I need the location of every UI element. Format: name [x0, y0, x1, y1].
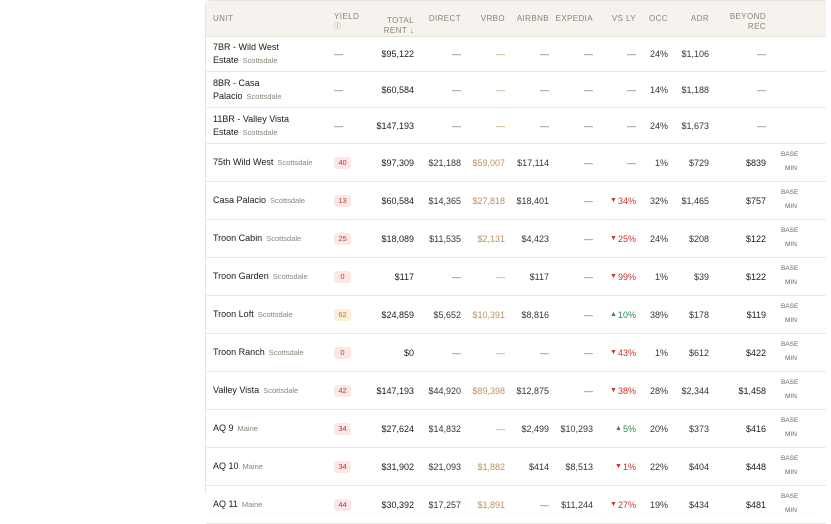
header-occ[interactable]: OCC [649, 14, 668, 23]
sort-desc-icon: ↓ [409, 26, 414, 35]
direct-cell: $14,832 [428, 423, 461, 434]
unit-label [213, 270, 308, 283]
rec-base-min[interactable] [781, 144, 831, 181]
occ-cell: 32% [649, 195, 668, 206]
unit-location: Scottsdale [242, 127, 278, 137]
total-rent-cell: $31,902 [381, 461, 414, 472]
vs-ly-value: 5% [622, 423, 636, 434]
airbnb-cell: — [540, 120, 549, 131]
triangle-up-icon: ▲ [610, 311, 617, 318]
adr-cell: $612 [688, 347, 709, 358]
direct-cell: — [452, 84, 461, 95]
yield-badge: 34 [334, 423, 351, 435]
vrbo-cell: $27,818 [472, 195, 505, 206]
triangle-down-icon: ▼ [610, 387, 617, 394]
unit-label [213, 113, 289, 139]
unit-name-line2: Estate [213, 126, 239, 137]
adr-cell: $1,188 [681, 84, 709, 95]
unit-name-line1: 8BR - Casa [213, 77, 260, 88]
vrbo-cell: $2,131 [477, 233, 505, 244]
expedia-cell: — [584, 385, 593, 396]
vs-ly-value: 99% [617, 271, 636, 282]
occ-cell: 24% [649, 120, 668, 131]
vs-ly-cell [598, 220, 636, 257]
unit-cell[interactable] [213, 448, 328, 485]
unit-cell[interactable] [213, 220, 328, 257]
header-total-rent[interactable]: TOTAL RENT ↓ [383, 16, 414, 35]
vs-ly-cell [598, 334, 636, 371]
vrbo-cell: — [496, 120, 505, 131]
vs-ly-cell [598, 182, 636, 219]
unit-cell[interactable] [213, 334, 328, 371]
unit-name: Troon Loft [213, 309, 254, 319]
yield-cell [334, 372, 358, 409]
unit-label [213, 460, 263, 473]
table-row[interactable] [206, 258, 826, 296]
yield-cell [334, 334, 358, 371]
occ-cell: 28% [649, 385, 668, 396]
yield-badge: 0 [334, 347, 351, 359]
rec-base-min[interactable] [781, 372, 831, 409]
expedia-cell: — [584, 347, 593, 358]
triangle-down-icon: ▼ [610, 501, 617, 508]
airbnb-cell: $8,816 [521, 309, 549, 320]
direct-cell: $14,365 [428, 195, 461, 206]
rec-base-min[interactable] [781, 334, 831, 371]
vs-ly-value: 43% [617, 347, 636, 358]
header-unit[interactable]: UNIT [213, 14, 234, 23]
adr-cell: $39 [693, 271, 709, 282]
table-row[interactable] [206, 144, 826, 182]
rec-base-min[interactable] [781, 410, 831, 447]
unit-label [213, 498, 262, 511]
vrbo-cell: $1,882 [477, 461, 505, 472]
unit-name-line1: 7BR - Wild West [213, 42, 279, 52]
yield-badge: 34 [334, 461, 351, 473]
vrbo-cell: $1,891 [477, 499, 505, 510]
unit-location: Maine [241, 500, 263, 509]
total-rent-cell: $97,309 [381, 157, 414, 168]
expedia-cell: $10,293 [560, 423, 593, 434]
header-expedia[interactable]: EXPEDIA [555, 14, 593, 23]
direct-cell: — [452, 347, 461, 358]
table-row[interactable] [206, 296, 826, 334]
expedia-cell: — [584, 157, 593, 168]
occ-cell: 14% [649, 84, 668, 95]
airbnb-cell: — [540, 49, 549, 59]
vrbo-cell: $89,398 [472, 385, 505, 396]
unit-name: AQ 11 [213, 499, 238, 509]
min-label: MIN [785, 393, 797, 400]
unit-label [213, 232, 301, 245]
expedia-cell: $11,244 [561, 499, 593, 510]
yield-empty: — [334, 49, 343, 59]
unit-cell[interactable] [213, 144, 328, 181]
adr-cell: $1,673 [681, 120, 709, 131]
total-rent-cell: $147,193 [376, 120, 414, 131]
min-label: MIN [785, 507, 797, 514]
vrbo-cell: — [496, 49, 505, 59]
unit-label [213, 346, 304, 359]
rec-base-min[interactable] [781, 258, 831, 295]
beyond-rec-cell: — [757, 84, 766, 95]
expedia-cell: — [584, 309, 593, 320]
table-row[interactable] [206, 448, 826, 486]
unit-label [213, 384, 298, 397]
adr-cell: $1,465 [681, 195, 709, 206]
table-header [206, 1, 826, 37]
min-label: MIN [785, 279, 797, 286]
vs-ly-cell [598, 296, 636, 333]
vs-ly-cell [598, 486, 636, 523]
occ-cell: 38% [649, 309, 668, 320]
unit-cell[interactable] [213, 410, 328, 447]
table-row[interactable] [206, 37, 826, 72]
expedia-cell: — [584, 271, 593, 282]
unit-location: Maine [242, 462, 263, 471]
base-label: BASE [781, 455, 799, 462]
triangle-up-icon: ▲ [615, 425, 622, 432]
vrbo-cell: — [496, 271, 505, 282]
header-yield[interactable]: YIELD Ⓘ [334, 12, 360, 30]
beyond-rec-cell: $448 [745, 461, 766, 472]
unit-name: AQ 10 [213, 461, 239, 471]
unit-label [213, 422, 258, 435]
header-direct[interactable]: DIRECT [428, 14, 461, 23]
total-rent-cell: $30,392 [381, 499, 414, 510]
yield-badge: 0 [334, 271, 351, 283]
base-label: BASE [781, 265, 799, 272]
direct-cell: $5,652 [433, 309, 461, 320]
beyond-rec-cell: — [757, 49, 766, 59]
base-label: BASE [781, 493, 799, 500]
unit-label [213, 156, 312, 169]
unit-location: Maine [237, 424, 258, 433]
unit-name: Troon Ranch [213, 347, 265, 357]
expedia-cell: — [584, 233, 593, 244]
min-label: MIN [785, 317, 797, 324]
yield-badge: 44 [334, 499, 351, 511]
beyond-rec-cell: $416 [745, 423, 766, 434]
unit-label [213, 77, 282, 103]
min-label: MIN [785, 355, 797, 362]
beyond-rec-cell: — [757, 120, 766, 131]
expedia-cell: — [584, 84, 593, 95]
unit-cell[interactable] [213, 258, 328, 295]
unit-location: Scottsdale [272, 272, 308, 281]
unit-name: Troon Cabin [213, 233, 263, 243]
unit-label [213, 194, 305, 207]
airbnb-cell: — [540, 347, 549, 358]
unit-cell[interactable] [213, 372, 328, 409]
unit-location: Scottsdale [242, 56, 278, 65]
triangle-down-icon: ▼ [610, 273, 617, 280]
adr-cell: $434 [688, 499, 709, 510]
yield-cell [334, 296, 358, 333]
unit-location: Scottsdale [268, 348, 304, 357]
yield-cell [334, 144, 358, 181]
airbnb-cell: — [540, 499, 549, 510]
yield-badge: 62 [334, 309, 351, 321]
beyond-rec-cell: $122 [745, 233, 766, 244]
yield-empty: — [334, 84, 343, 95]
vs-ly-cell [598, 372, 636, 409]
total-rent-cell: $18,089 [381, 233, 414, 244]
yield-cell [334, 410, 358, 447]
vs-ly-cell [598, 448, 636, 485]
adr-cell: $729 [688, 157, 709, 168]
occ-cell: 24% [649, 233, 668, 244]
table-body [206, 37, 826, 524]
vs-ly-cell: — [627, 49, 636, 59]
table-row[interactable] [206, 72, 826, 108]
vrbo-cell: — [496, 423, 505, 434]
unit-cell[interactable] [213, 296, 328, 333]
table-row[interactable] [206, 220, 826, 258]
yield-badge: 13 [334, 195, 351, 207]
total-rent-cell: $0 [403, 347, 414, 358]
occ-cell: 19% [649, 499, 668, 510]
direct-cell: — [452, 120, 461, 131]
direct-cell: — [452, 271, 461, 282]
vs-ly-value: 34% [617, 195, 636, 206]
expedia-cell: — [584, 49, 593, 59]
vs-ly-value: 25% [617, 233, 636, 244]
base-label: BASE [781, 227, 799, 234]
total-rent-cell: $117 [394, 271, 414, 282]
airbnb-cell: $117 [529, 271, 549, 282]
adr-cell: $178 [688, 309, 709, 320]
unit-name: AQ 9 [213, 423, 234, 433]
expedia-cell: — [584, 195, 593, 206]
beyond-rec-cell: $122 [745, 271, 766, 282]
base-label: BASE [781, 303, 799, 310]
total-rent-cell: $27,624 [381, 423, 414, 434]
beyond-rec-cell: $481 [745, 499, 766, 510]
adr-cell: $208 [688, 233, 709, 244]
airbnb-cell: $18,401 [516, 195, 549, 206]
table-row[interactable] [206, 182, 826, 220]
total-rent-cell: $24,859 [381, 309, 414, 320]
vrbo-cell: $59,007 [472, 157, 505, 168]
unit-name-line2: Estate [213, 55, 239, 65]
vrbo-cell: $10,391 [472, 309, 505, 320]
total-rent-cell: $60,584 [381, 195, 414, 206]
rec-base-min[interactable] [781, 220, 831, 257]
table-row[interactable] [206, 410, 826, 448]
vrbo-cell: — [496, 347, 505, 358]
vs-ly-cell: — [627, 120, 636, 131]
yield-cell [334, 448, 358, 485]
occ-cell: 1% [654, 157, 668, 168]
beyond-rec-cell: $1,458 [738, 385, 766, 396]
base-label: BASE [781, 417, 799, 424]
vs-ly-cell: — [627, 84, 636, 95]
triangle-down-icon: ▼ [610, 235, 617, 242]
vs-ly-value: 38% [617, 385, 636, 396]
yield-cell [334, 220, 358, 257]
unit-cell[interactable] [213, 108, 328, 143]
unit-name: Casa Palacio [213, 195, 267, 205]
unit-name: Valley Vista [213, 385, 260, 395]
unit-cell[interactable] [213, 486, 328, 523]
airbnb-cell: $4,423 [521, 233, 549, 244]
direct-cell: — [452, 49, 461, 59]
yield-badge: 40 [334, 157, 351, 169]
beyond-rec-cell: $422 [745, 347, 766, 358]
min-label: MIN [785, 203, 797, 210]
unit-label [213, 308, 293, 321]
adr-cell: $2,344 [681, 385, 709, 396]
vs-ly-value: 1% [622, 461, 636, 472]
unit-label [213, 41, 279, 67]
yield-empty: — [334, 120, 343, 131]
rec-base-min[interactable] [781, 486, 831, 523]
base-label: BASE [781, 151, 799, 158]
expedia-cell: — [584, 120, 593, 131]
table-row[interactable] [206, 334, 826, 372]
occ-cell: 20% [649, 423, 668, 434]
header-vrbo[interactable]: VRBO [480, 14, 505, 23]
occ-cell: 1% [654, 271, 668, 282]
rec-base-min[interactable] [781, 448, 831, 485]
vrbo-cell: — [496, 84, 505, 95]
beyond-rec-cell: $839 [745, 157, 766, 168]
yield-cell [334, 108, 358, 143]
unit-cell[interactable] [213, 37, 328, 71]
airbnb-cell: $12,875 [516, 385, 549, 396]
vs-ly-value: 27% [617, 499, 636, 510]
vs-ly-cell [598, 410, 636, 447]
table-row[interactable] [206, 108, 826, 144]
direct-cell: $11,535 [429, 233, 461, 244]
beyond-rec-cell: $119 [746, 309, 766, 320]
occ-cell: 1% [654, 347, 668, 358]
min-label: MIN [785, 241, 797, 248]
adr-cell: $404 [688, 461, 709, 472]
adr-cell: $1,106 [681, 49, 709, 59]
direct-cell: $21,188 [428, 157, 461, 168]
yield-badge: 42 [334, 385, 351, 397]
unit-name-line1: 11BR - Valley Vista [213, 113, 290, 124]
header-airbnb[interactable]: AIRBNB [516, 14, 549, 23]
rec-base-min[interactable] [781, 296, 831, 333]
triangle-down-icon: ▼ [615, 463, 622, 470]
vs-ly-value: 10% [617, 309, 636, 320]
airbnb-cell: $17,114 [517, 157, 549, 168]
header-vs-ly[interactable]: VS LY [611, 14, 636, 23]
yield-cell [334, 182, 358, 219]
airbnb-cell: — [540, 84, 549, 95]
unit-location: Scottsdale [277, 158, 313, 167]
yield-cell [334, 258, 358, 295]
airbnb-cell: $414 [528, 461, 549, 472]
airbnb-cell: $2,499 [521, 423, 549, 434]
direct-cell: $21,093 [428, 461, 461, 472]
yield-cell [334, 37, 358, 71]
yield-cell [334, 72, 358, 107]
header-beyond-rec[interactable]: BEYOND REC [729, 12, 766, 31]
unit-name: 75th Wild West [213, 157, 274, 167]
expedia-cell: $8,513 [565, 461, 593, 472]
unit-location: Scottsdale [246, 91, 282, 101]
header-adr[interactable]: ADR [690, 14, 709, 23]
occ-cell: 24% [649, 49, 668, 59]
triangle-down-icon: ▼ [610, 197, 617, 204]
beyond-rec-cell: $757 [745, 195, 766, 206]
unit-location: Scottsdale [257, 310, 293, 319]
yield-cell [334, 486, 358, 523]
total-rent-cell: $60,584 [381, 84, 414, 95]
units-table [205, 0, 826, 514]
direct-cell: $44,920 [428, 385, 461, 396]
unit-location: Scottsdale [263, 386, 299, 395]
vs-ly-cell [598, 258, 636, 295]
info-icon: Ⓘ [334, 23, 342, 30]
vs-ly-cell: — [627, 157, 636, 168]
min-label: MIN [785, 431, 797, 438]
table-row[interactable] [206, 486, 826, 524]
table-row[interactable] [206, 372, 826, 410]
direct-cell: $17,257 [428, 499, 461, 510]
unit-cell[interactable] [213, 182, 328, 219]
unit-name: Troon Garden [213, 271, 269, 281]
base-label: BASE [781, 189, 799, 196]
min-label: MIN [785, 469, 797, 476]
unit-name-line2: Palacio [213, 90, 243, 101]
min-label: MIN [785, 165, 797, 172]
occ-cell: 22% [649, 461, 668, 472]
rec-base-min[interactable] [781, 182, 831, 219]
unit-cell[interactable] [213, 72, 328, 107]
adr-cell: $373 [688, 423, 709, 434]
base-label: BASE [781, 341, 799, 348]
base-label: BASE [781, 379, 799, 386]
total-rent-cell: $147,193 [376, 385, 414, 396]
total-rent-cell: $95,122 [381, 49, 414, 59]
triangle-down-icon: ▼ [610, 349, 617, 356]
yield-badge: 25 [334, 233, 351, 245]
unit-location: Scottsdale [266, 234, 302, 243]
unit-location: Scottsdale [270, 196, 306, 205]
